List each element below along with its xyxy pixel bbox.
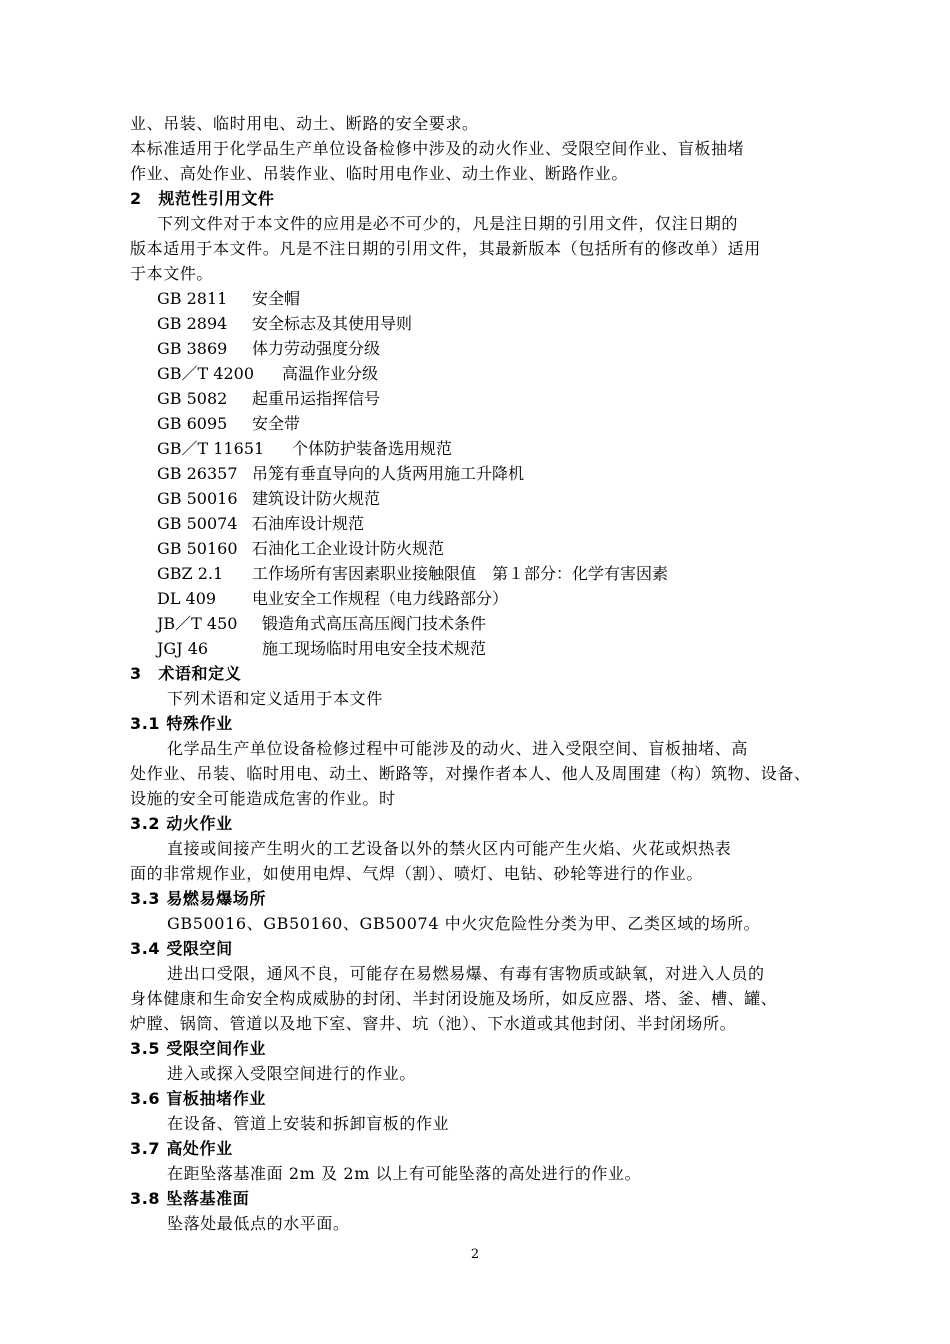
- reference-title: 施工现场临时用电安全技术规范: [262, 639, 487, 658]
- term-3-4-heading: 3.4 受限空间: [130, 939, 233, 958]
- section-2-paragraph-line-1: 下列文件对于本文件的应用是必不可少的，凡是注日期的引用文件，仅注日期的: [157, 214, 739, 233]
- term-3-7-heading: 3.7 高处作业: [130, 1139, 233, 1158]
- section-2-paragraph-line-2: 版本适用于本文件。凡是不注日期的引用文件，其最新版本（包括所有的修改单）适用: [130, 239, 761, 258]
- reference-title: 个体防护装备选用规范: [292, 439, 453, 458]
- term-3-2-line-1: 直接或间接产生明火的工艺设备以外的禁火区内可能产生火焰、火花或炽热表: [167, 839, 732, 858]
- reference-code: JB／T 450: [157, 614, 238, 633]
- section-2-heading: 2 规范性引用文件: [130, 189, 275, 208]
- reference-code: GBZ 2.1: [157, 564, 224, 583]
- term-3-5-line-1: 进入或探入受限空间进行的作业。: [167, 1064, 417, 1083]
- term-3-4-line-1: 进出口受限，通风不良，可能存在易燃易爆、有毒有害物质或缺氧，对进入人员的: [167, 964, 765, 983]
- reference-code: GB／T 11651: [157, 439, 265, 458]
- section-2-paragraph-line-3: 于本文件。: [130, 264, 214, 283]
- reference-code: GB 5082: [157, 389, 228, 408]
- reference-title: 建筑设计防火规范: [252, 489, 381, 508]
- reference-title: 体力劳动强度分级: [252, 339, 381, 358]
- reference-code: GB 50160: [157, 539, 238, 558]
- reference-code: GB 50074: [157, 514, 238, 533]
- term-3-1-line-2: 处作业、吊装、临时用电、动土、断路等，对操作者本人、他人及周围建（构）筑物、设备、: [130, 764, 811, 783]
- term-3-4-line-2: 身体健康和生命安全构成威胁的封闭、半封闭设施及场所，如反应器、塔、釜、槽、罐、: [130, 989, 778, 1008]
- term-3-7-line-1: 在距坠落基准面 2m 及 2m 以上有可能坠落的高处进行的作业。: [167, 1164, 642, 1183]
- term-3-3-heading: 3.3 易燃易爆场所: [130, 889, 266, 908]
- intro-line-1: 业、吊装、临时用电、动土、断路的安全要求。: [130, 114, 479, 133]
- term-3-8-line-1: 坠落处最低点的水平面。: [167, 1214, 350, 1233]
- term-3-3-line-1: GB50016、GB50160、GB50074 中火灾危险性分类为甲、乙类区域的场所。: [167, 914, 761, 933]
- reference-title: 锻造角式高压高压阀门技术条件: [262, 614, 487, 633]
- reference-title: 石油化工企业设计防火规范: [252, 539, 445, 558]
- section-3-heading: 3 术语和定义: [130, 664, 242, 683]
- reference-title: 吊笼有垂直导向的人货两用施工升降机: [252, 464, 525, 483]
- reference-title: 工作场所有害因素职业接触限值 第１部分：化学有害因素: [252, 564, 669, 583]
- intro-line-2: 本标准适用于化学品生产单位设备检修中涉及的动火作业、受限空间作业、盲板抽堵: [130, 139, 745, 158]
- intro-line-3: 作业、高处作业、吊装作业、临时用电作业、动土作业、断路作业。: [130, 164, 629, 183]
- term-3-5-heading: 3.5 受限空间作业: [130, 1039, 266, 1058]
- term-3-1-line-3: 设施的安全可能造成危害的作业。时: [130, 789, 396, 808]
- term-3-1-heading: 3.1 特殊作业: [130, 714, 233, 733]
- reference-title: 安全带: [252, 414, 301, 433]
- term-3-1-line-1: 化学品生产单位设备检修过程中可能涉及的动火、进入受限空间、盲板抽堵、高: [167, 739, 749, 758]
- reference-code: GB 2811: [157, 289, 228, 308]
- reference-code: GB 2894: [157, 314, 228, 333]
- reference-code: GB 6095: [157, 414, 228, 433]
- term-3-4-line-3: 炉膛、锅筒、管道以及地下室、窨井、坑（池）、下水道或其他封闭、半封闭场所。: [130, 1014, 737, 1033]
- reference-title: 石油库设计规范: [252, 514, 365, 533]
- reference-code: GB／T 4200: [157, 364, 255, 383]
- term-3-6-line-1: 在设备、管道上安装和拆卸盲板的作业: [167, 1114, 450, 1133]
- reference-title: 电业安全工作规程（电力线路部分）: [252, 589, 509, 608]
- reference-code: DL 409: [157, 589, 217, 608]
- reference-code: GB 3869: [157, 339, 228, 358]
- term-3-2-line-2: 面的非常规作业，如使用电焊、气焊（割）、喷灯、电钻、砂轮等进行的作业。: [130, 864, 704, 883]
- reference-title: 安全帽: [252, 289, 301, 308]
- reference-code: GB 26357: [157, 464, 238, 483]
- reference-title: 高温作业分级: [282, 364, 379, 383]
- reference-code: GB 50016: [157, 489, 238, 508]
- reference-code: JGJ 46: [157, 639, 209, 658]
- reference-title: 安全标志及其使用导则: [252, 314, 413, 333]
- term-3-8-heading: 3.8 坠落基准面: [130, 1189, 250, 1208]
- page-number: 2: [470, 1247, 480, 1262]
- reference-title: 起重吊运指挥信号: [252, 389, 381, 408]
- term-3-2-heading: 3.2 动火作业: [130, 814, 233, 833]
- term-3-6-heading: 3.6 盲板抽堵作业: [130, 1089, 266, 1108]
- section-3-intro: 下列术语和定义适用于本文件: [167, 689, 383, 708]
